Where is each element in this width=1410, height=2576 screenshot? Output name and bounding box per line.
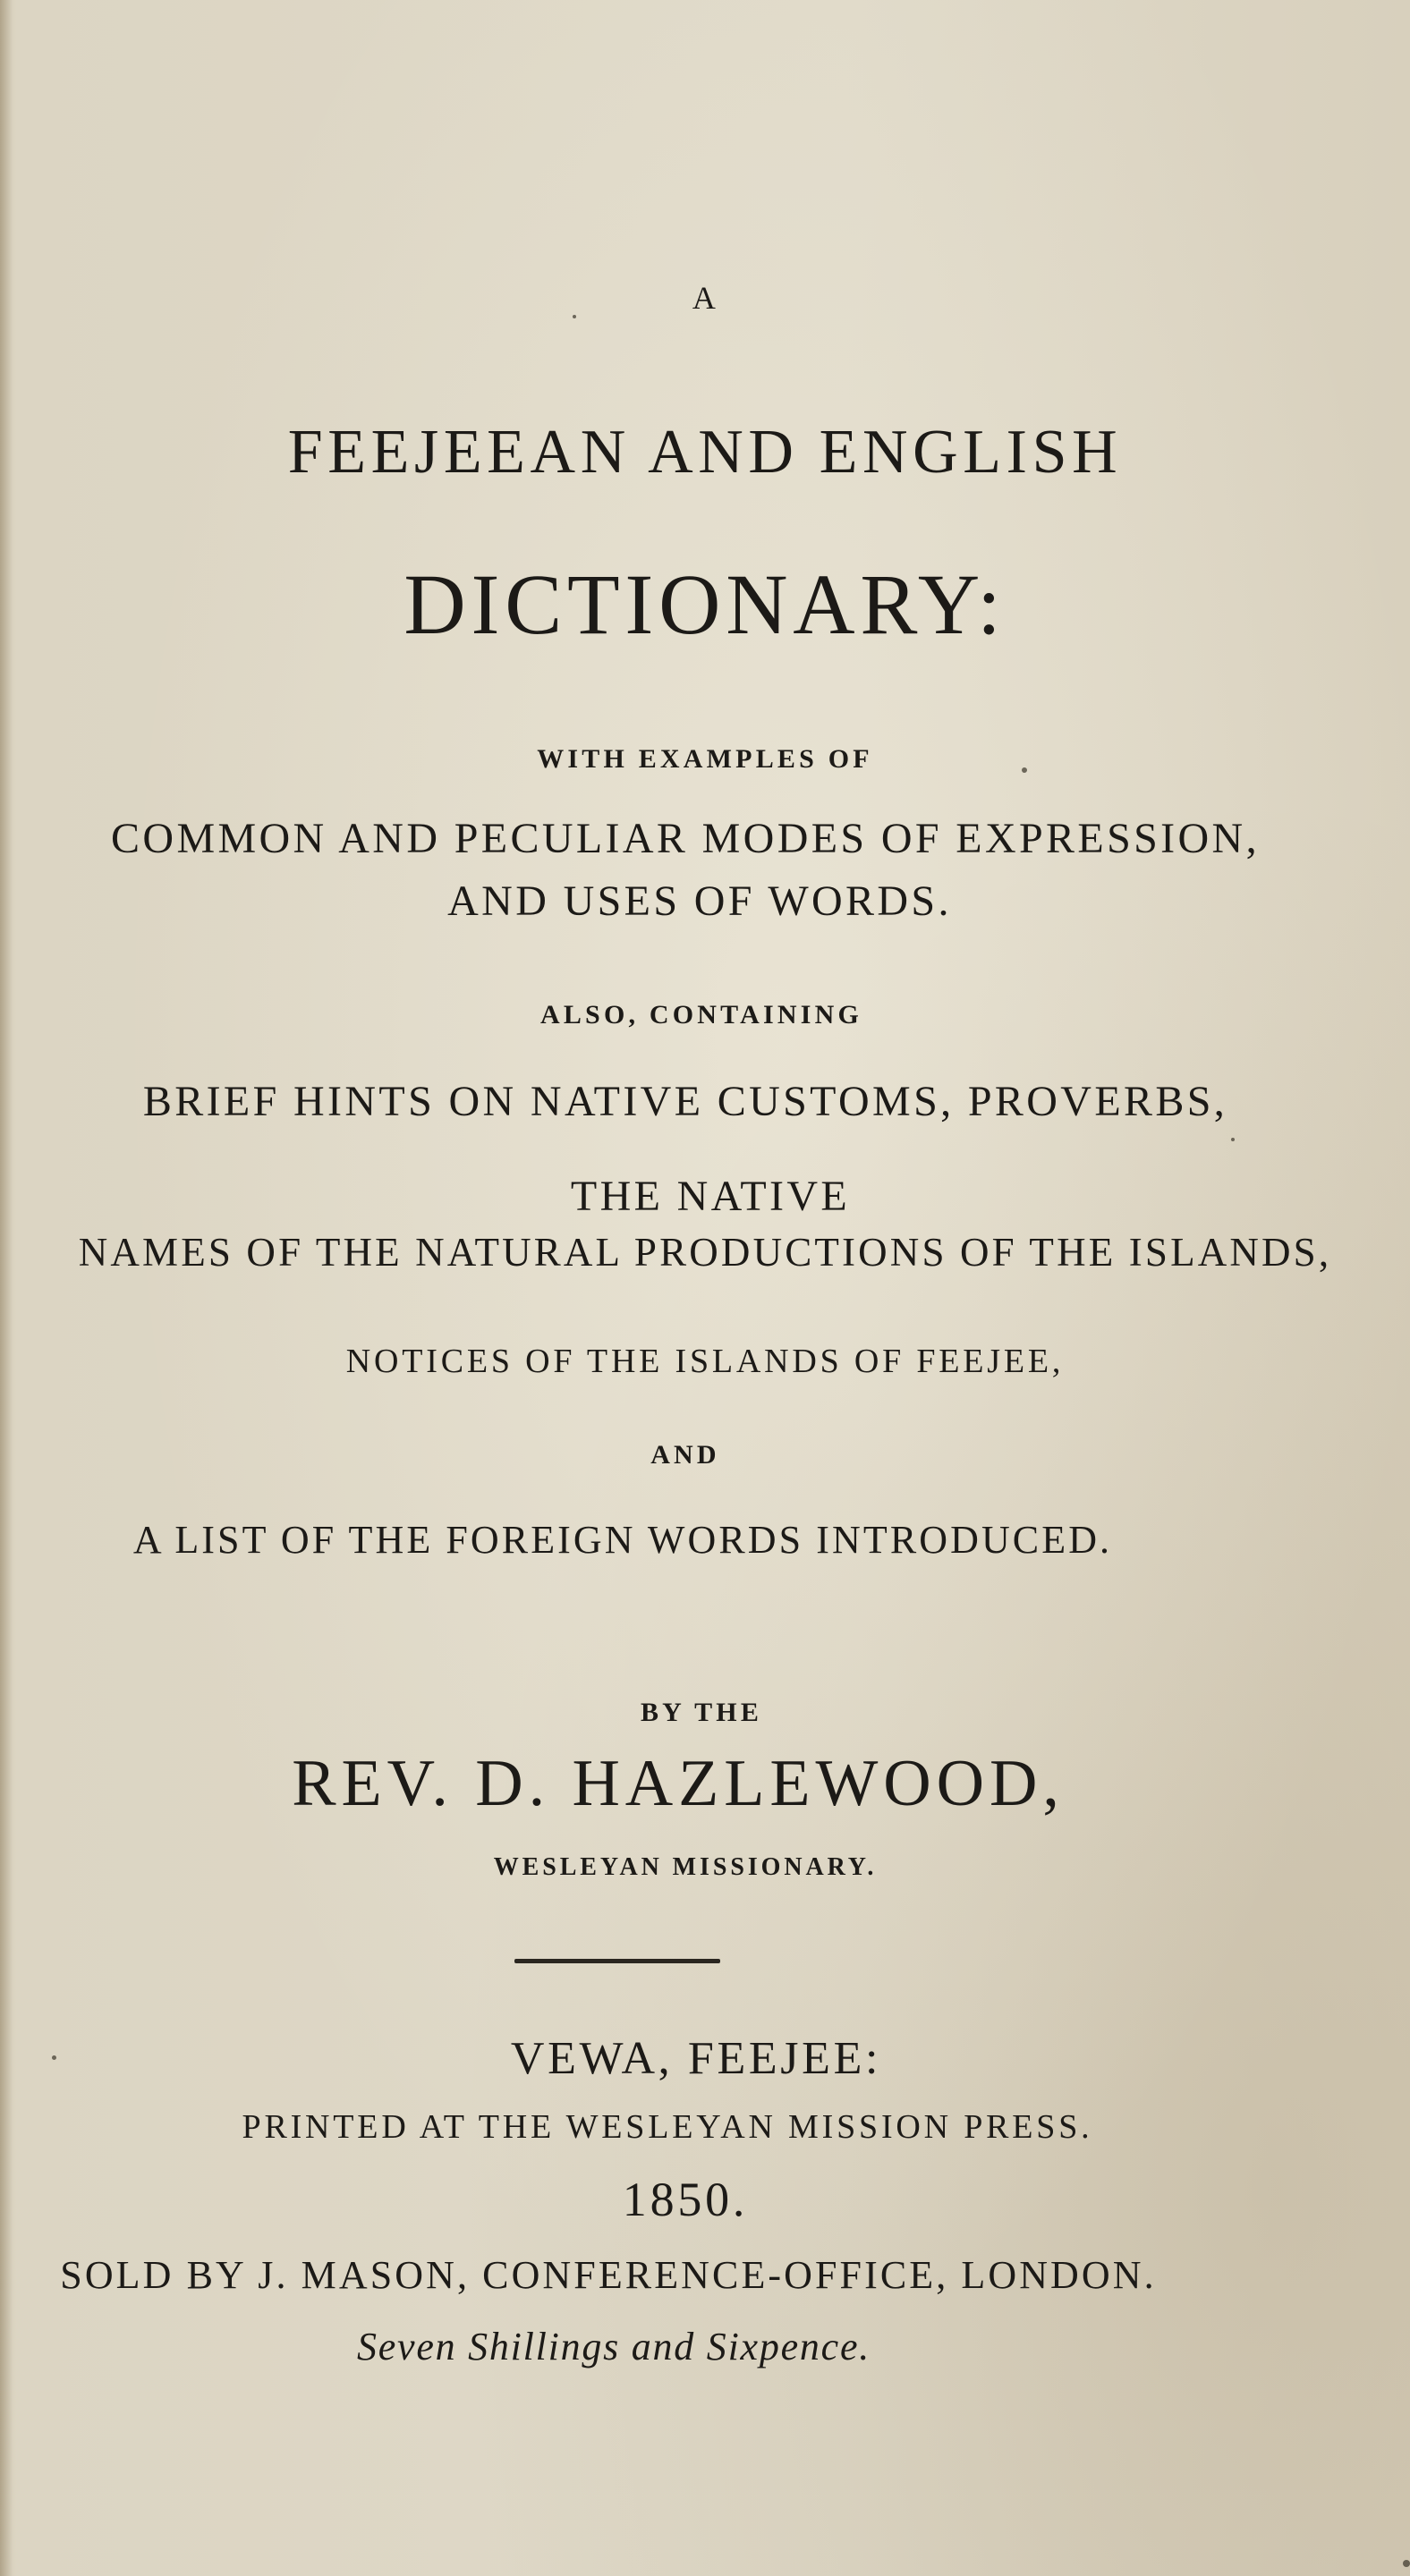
printed-at-line: PRINTED AT THE WESLEYAN MISSION PRESS.: [242, 2108, 1093, 2146]
subtitle-with-examples: WITH EXAMPLES OF: [537, 744, 873, 774]
modes-line-2: AND USES OF WORDS.: [447, 877, 952, 925]
by-the-line: BY THE: [640, 1698, 763, 1727]
the-native-line: THE NATIVE: [570, 1173, 851, 1220]
and-line: AND: [650, 1440, 720, 1470]
ink-speck: [1022, 767, 1027, 773]
price-line: Seven Shillings and Sixpence.: [357, 2325, 871, 2368]
author-role: WESLEYAN MISSIONARY.: [493, 1853, 878, 1881]
natural-productions-line: NAMES OF THE NATURAL PRODUCTIONS OF THE ISLANDS,: [78, 1230, 1332, 1275]
notices-line: NOTICES OF THE ISLANDS OF FEEJEE,: [345, 1343, 1065, 1380]
divider-rule: [514, 1959, 720, 1963]
also-containing: ALSO, CONTAINING: [539, 1000, 863, 1030]
year-line: 1850.: [622, 2173, 749, 2226]
modes-line-1: COMMON AND PECULIAR MODES OF EXPRESSION,: [111, 815, 1260, 862]
place-line: VEWA, FEEJEE:: [510, 2033, 882, 2084]
hints-line: BRIEF HINTS ON NATIVE CUSTOMS, PROVERBS,: [142, 1078, 1228, 1125]
foreign-words-line: A LIST OF THE FOREIGN WORDS INTRODUCED.: [132, 1518, 1113, 1562]
ink-speck: [1231, 1138, 1235, 1141]
ink-speck: [573, 315, 576, 318]
ink-speck: [52, 2055, 56, 2060]
author-name: REV. D. HAZLEWOOD,: [292, 1747, 1065, 1820]
title-line-2: DICTIONARY:: [403, 556, 1007, 652]
title-article: A: [692, 280, 718, 316]
sold-by-line: SOLD BY J. MASON, CONFERENCE-OFFICE, LONDON.: [60, 2253, 1157, 2297]
ink-speck: [1403, 2560, 1410, 2567]
title-line-1: FEEJEEAN AND ENGLISH: [287, 418, 1123, 487]
